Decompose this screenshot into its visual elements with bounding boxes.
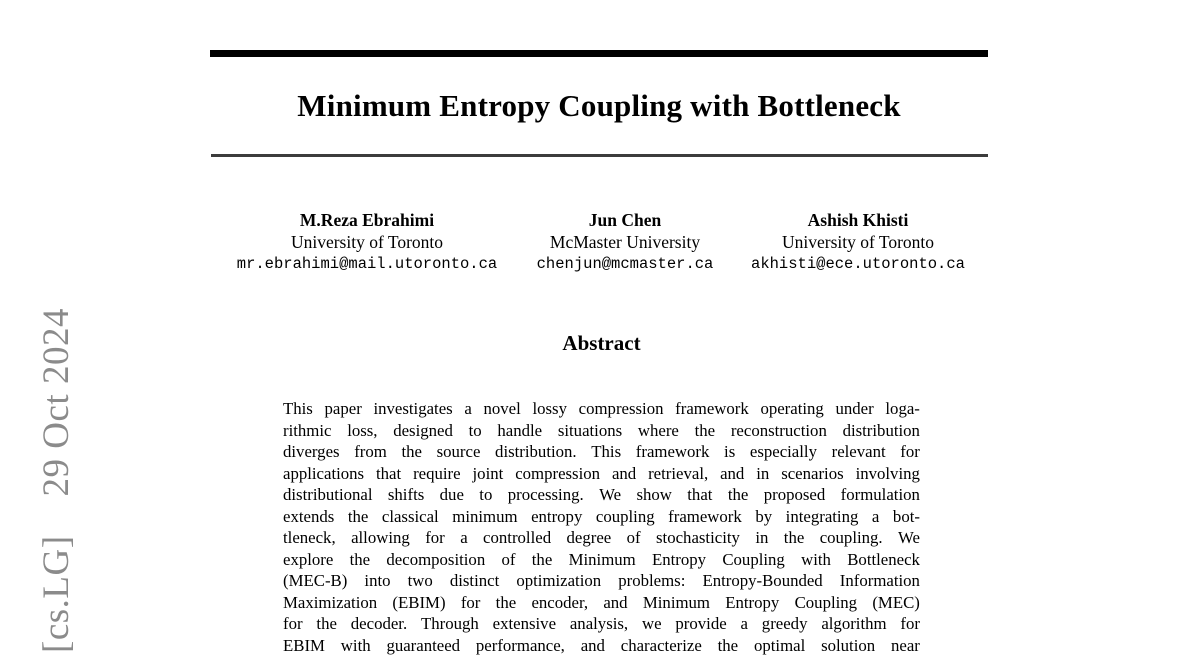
author-name: Ashish Khisti (751, 209, 965, 231)
abstract-line: distributional shifts due to processing. We show that the proposed formulation (283, 484, 920, 506)
author-column-3 (751, 209, 965, 275)
title-rule (211, 154, 988, 157)
author-email: mr.ebrahimi@mail.utoronto.ca (237, 253, 497, 275)
abstract-line: Maximization (EBIM) for the encoder, and Minimum Entropy Coupling (MEC) (283, 592, 920, 614)
abstract-text (283, 398, 920, 656)
abstract-line: rithmic loss, designed to handle situations where the reconstruction distribution (283, 420, 920, 442)
author-affiliation: McMaster University (537, 231, 714, 253)
abstract-line: tleneck, allowing for a controlled degree of stochasticity in the coupling. We (283, 527, 920, 549)
arxiv-watermark: [cs.LG] 29 Oct 2024 (38, 308, 75, 653)
author-affiliation: University of Toronto (751, 231, 965, 253)
author-email: chenjun@mcmaster.ca (537, 253, 714, 275)
abstract-line: This paper investigates a novel lossy compression framework operating under loga- (283, 398, 920, 420)
abstract-line: EBIM with guaranteed performance, and characterize the optimal solution near (283, 635, 920, 656)
abstract-line: for the decoder. Through extensive analysis, we provide a greedy algorithm for (283, 613, 920, 635)
abstract-line: diverges from the source distribution. This framework is especially relevant for (283, 441, 920, 463)
abstract-line: extends the classical minimum entropy coupling framework by integrating a bot- (283, 506, 920, 528)
abstract-line: (MEC-B) into two distinct optimization problems: Entropy-Bounded Information (283, 570, 920, 592)
abstract-heading: Abstract (283, 331, 920, 356)
author-column-2 (537, 209, 714, 275)
abstract-line: applications that require joint compression and retrieval, and in scenarios involving (283, 463, 920, 485)
author-column-1 (237, 209, 497, 275)
top-rule (210, 50, 988, 57)
author-name: M.Reza Ebrahimi (237, 209, 497, 231)
author-affiliation: University of Toronto (237, 231, 497, 253)
paper-title: Minimum Entropy Coupling with Bottleneck (210, 88, 988, 124)
author-name: Jun Chen (537, 209, 714, 231)
author-email: akhisti@ece.utoronto.ca (751, 253, 965, 275)
abstract-line: explore the decomposition of the Minimum Entropy Coupling with Bottleneck (283, 549, 920, 571)
